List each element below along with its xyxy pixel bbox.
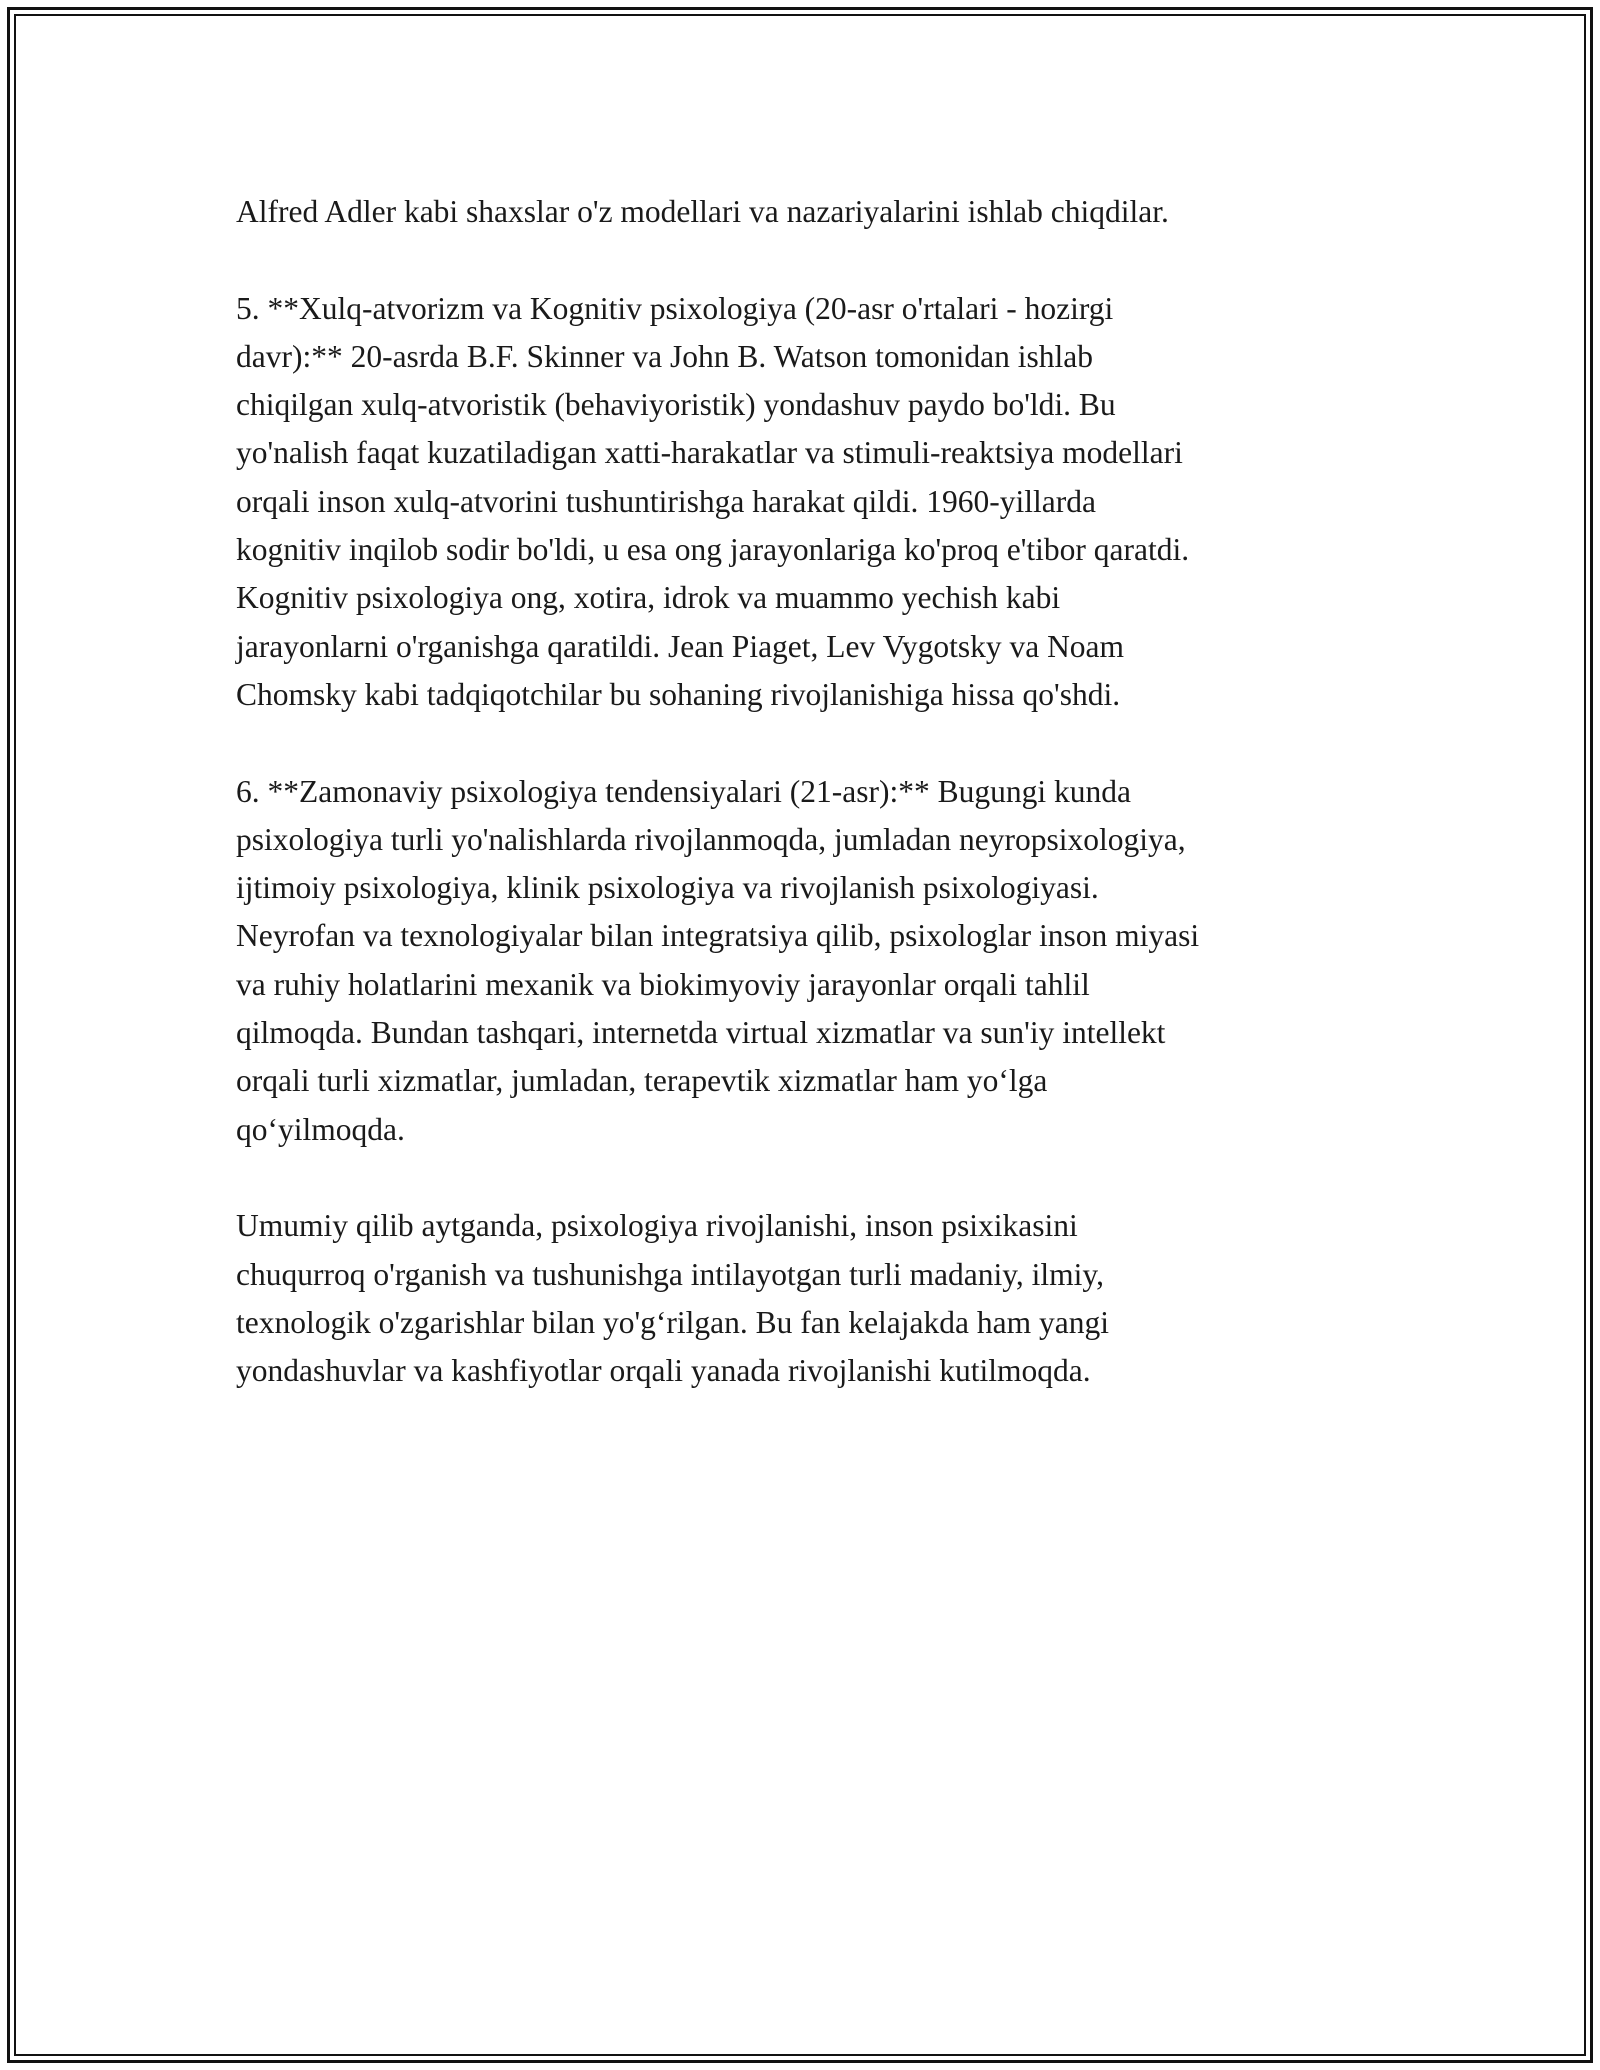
paragraph-section-6: 6. **Zamonaviy psixologiya tendensiyalari (21-asr):** Bugungi kunda psixologiya turli yo'nalishlarda rivojlanmoqda, jumladan neyropsixologiya, ijtimoiy psixologiya, klinik psixologiya va rivojlanish psixologiyasi. Neyrofan va texnologiyalar bilan integratsiya qilib, psixologlar inson miyasi va ruhiy holatlarini mexanik va biokimyoviy jarayonlar orqali tahlil qilmoqda. Bundan tashqari, internetda virtual xizmatlar va sun'iy intellekt orqali turli xizmatlar, jumladan, terapevtik xizmatlar ham yo‘lga qo‘yilmoqda. — [236, 773, 1200, 1147]
paragraph-section-5: 5. **Xulq-atvorizm va Kognitiv psixologiya (20-asr o'rtalari - hozirgi davr):** 20-asrda B.F. Skinner va John B. Watson tomonidan ishlab chiqilgan xulq-atvoristik (behaviyoristik) yondashuv paydo bo'ldi. Bu yo'nalish faqat kuzatiladigan xatti-harakatlar va stimuli-reaktsiya modellari orqali inson xulq-atvorini tushuntirishga harakat qildi. 1960-yillarda kognitiv inqilob sodir bo'ldi, u esa ong jarayonlariga ko'proq e'tibor qaratdi. Kognitiv psixologiya ong, xotira, idrok va muammo yechish kabi jarayonlarni o'rganishga qaratildi. Jean Piaget, Lev Vygotsky va Noam Chomsky kabi tadqiqotchilar bu sohaning rivojlanishiga hissa qo'shdi. — [236, 290, 1190, 712]
paragraph-conclusion: Umumiy qilib aytganda, psixologiya rivojlanishi, inson psixikasini chuqurroq o'rganish va tushunishga intilayotgan turli madaniy, ilmiy, texnologik o'zgarishlar bilan yo'g‘rilgan. Bu fan kelajakda ham yangi yondashuvlar va kashfiyotlar orqali yanada rivojlanishi kutilmoqda. — [236, 1208, 1109, 1389]
document-body — [236, 188, 1366, 1444]
paragraph-intro: Alfred Adler kabi shaxslar o'z modellari va nazariyalarini ishlab chiqdilar. — [236, 194, 1169, 229]
